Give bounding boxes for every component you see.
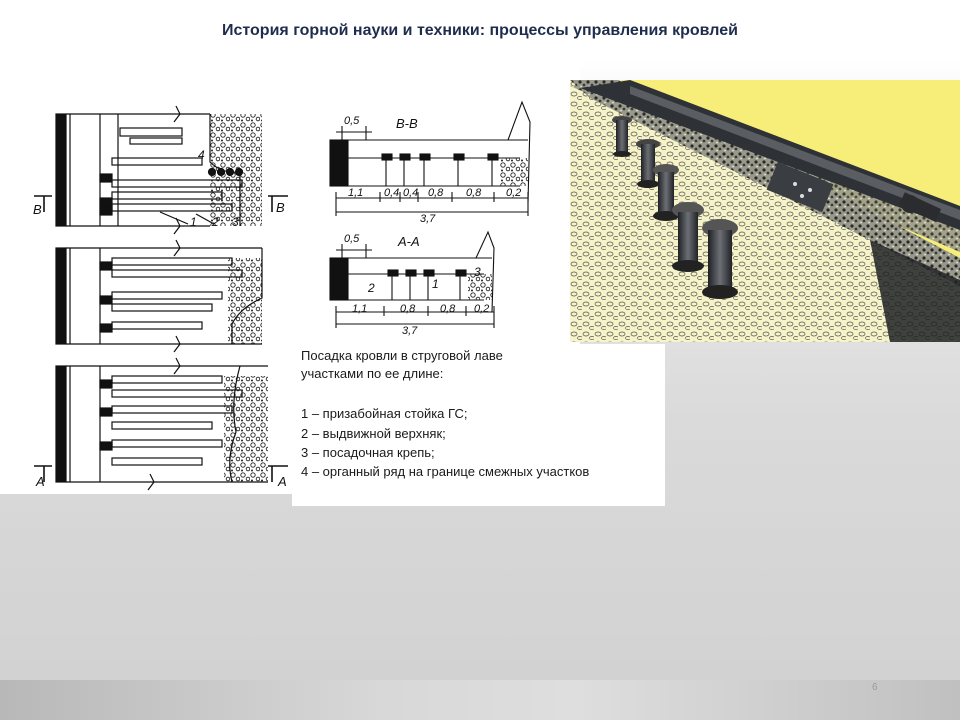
roof-support-drawing bbox=[570, 80, 960, 342]
caption-item-1: 1 – призабойная стойка ГС; bbox=[301, 406, 468, 421]
section-b-label-right: В bbox=[276, 200, 285, 215]
section-a-label-left: А bbox=[36, 474, 45, 489]
section-mark-b-left bbox=[33, 196, 52, 217]
caption-item-2: 2 – выдвижной верхняк; bbox=[301, 426, 446, 441]
section-bb-title: В-В bbox=[396, 116, 418, 131]
section-bb-dim-4: 0,8 bbox=[428, 187, 444, 199]
caption-item-4: 4 – органный ряд на границе смежных участков bbox=[301, 464, 590, 479]
section-bb-dim-6: 0,2 bbox=[506, 187, 522, 199]
section-aa-label-3: 3 bbox=[474, 265, 481, 279]
section-aa-title: А-А bbox=[398, 234, 420, 249]
section-a-label-right: А bbox=[278, 474, 287, 489]
section-aa-label-1: 1 bbox=[432, 277, 439, 291]
plan-label-3: 3 bbox=[232, 215, 239, 229]
plan-label-4: 4 bbox=[198, 148, 205, 162]
section-mark-a-right bbox=[268, 466, 288, 489]
section-aa-top-dim: 0,5 bbox=[344, 233, 360, 245]
section-b-label-left: В bbox=[33, 202, 42, 217]
plan-label-1: 1 bbox=[190, 215, 197, 229]
slide-title: История горной науки и техники: процессы управления кровлей bbox=[222, 22, 738, 39]
section-mark-a-left bbox=[34, 466, 52, 489]
plan-label-2: 2 bbox=[212, 215, 219, 229]
section-mark-b-right bbox=[268, 196, 288, 215]
section-aa bbox=[330, 232, 494, 337]
plan-block-3 bbox=[56, 358, 268, 490]
section-aa-label-2: 2 bbox=[368, 281, 375, 295]
footer-band bbox=[0, 680, 960, 720]
section-bb-top-dim: 0,5 bbox=[344, 115, 360, 127]
section-aa-dim-2: 0,8 bbox=[400, 303, 416, 315]
section-aa-dim-1: 1,1 bbox=[352, 303, 368, 315]
caption-box bbox=[292, 344, 665, 506]
section-bb-dim-2: 0,4 bbox=[384, 187, 400, 199]
section-bb-dim-3: 0,4 bbox=[403, 187, 419, 199]
section-bb-total: 3,7 bbox=[420, 213, 436, 225]
section-aa-dim-4: 0,2 bbox=[474, 303, 490, 315]
plan-block-2 bbox=[56, 240, 262, 352]
caption-line-2: участками по ее длине: bbox=[301, 366, 444, 381]
section-aa-dim-3: 0,8 bbox=[440, 303, 456, 315]
section-aa-total: 3,7 bbox=[402, 325, 418, 337]
slide-number: 6 bbox=[872, 682, 878, 693]
caption-line-1: Посадка кровли в струговой лаве bbox=[301, 348, 503, 363]
section-bb bbox=[330, 102, 530, 225]
caption-item-3: 3 – посадочная крепь; bbox=[301, 445, 435, 460]
section-bb-dim-5: 0,8 bbox=[466, 187, 482, 199]
section-bb-dim-1: 1,1 bbox=[348, 187, 364, 199]
mining-support-illustration bbox=[570, 80, 960, 342]
